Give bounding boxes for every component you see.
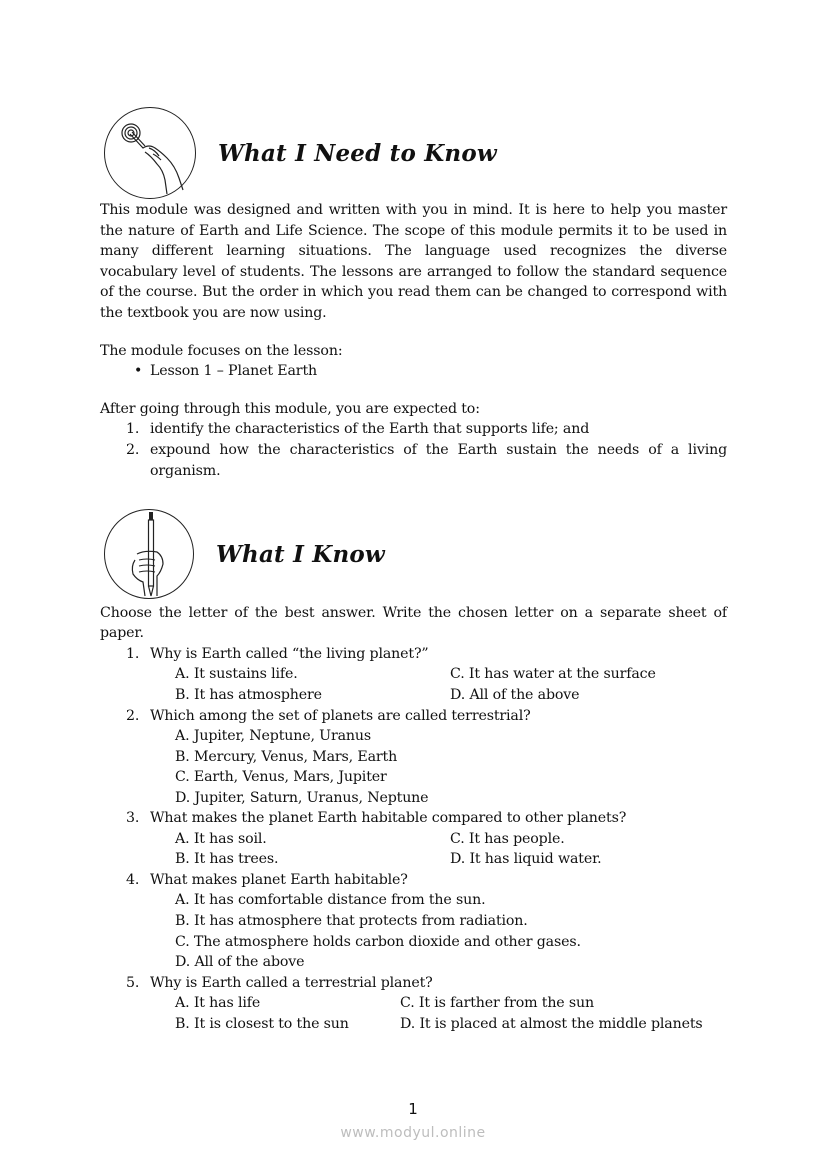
choice-b: B. Mercury, Venus, Mars, Earth (175, 749, 398, 765)
question-text: Why is Earth called a terrestrial planet? (150, 975, 433, 991)
choice-b: B. It is closest to the sun (175, 1016, 349, 1032)
question-number: 3. (126, 810, 140, 826)
section-heading: What I Know (216, 540, 385, 568)
choice-d: D. All of the above (175, 954, 305, 970)
choice-c: C. It has water at the surface (450, 666, 656, 682)
choice-c: C. It is farther from the sun (400, 995, 595, 1011)
choice-d: D. It has liquid water. (450, 851, 602, 867)
question-number: 5. (126, 975, 140, 991)
lesson-intro: The module focuses on the lesson: (100, 343, 343, 359)
bullet-icon: • (134, 363, 143, 379)
objective-text-continued: organism. (150, 463, 221, 479)
instructions: Choose the letter of the best answer. Write the chosen letter on a separate sheet of (100, 605, 727, 621)
choice-d: D. Jupiter, Saturn, Uranus, Neptune (175, 790, 429, 806)
objectives-intro: After going through this module, you are expected to: (100, 401, 480, 417)
question-number: 4. (126, 872, 140, 888)
question-number: 2. (126, 708, 140, 724)
choice-b: B. It has atmosphere that protects from radiation. (175, 913, 528, 929)
lesson-item: Lesson 1 – Planet Earth (150, 363, 317, 379)
objective-text: identify the characteristics of the Earth that supports life; and (150, 421, 590, 437)
choice-a: A. It has comfortable distance from the sun. (175, 892, 486, 908)
choice-d: D. It is placed at almost the middle planets (400, 1016, 703, 1032)
choice-a: A. It has soil. (175, 831, 267, 847)
question-text: What makes the planet Earth habitable compared to other planets? (150, 810, 627, 826)
intro-paragraph: This module was designed and written with you in mind. It is here to help you master the nature of Earth and Life Science. The scope of this module permits it to be used in many different learning situations. The language used recognizes the diverse vocabulary level of students. The lessons are arranged to follow the standard sequence of the course. But the order in which you read them can be changed to correspond with the textbook you are now using. (100, 202, 727, 321)
question-text: Why is Earth called “the living planet?” (150, 646, 429, 662)
choice-c: C. It has people. (450, 831, 565, 847)
choice-a: A. Jupiter, Neptune, Uranus (175, 728, 372, 744)
question-text: What makes planet Earth habitable? (150, 872, 408, 888)
instructions-continued: paper. (100, 625, 144, 641)
choice-a: A. It has life (175, 995, 261, 1011)
section-what-i-need-to-know-header (104, 107, 497, 199)
choice-b: B. It has trees. (175, 851, 279, 867)
watermark: www.modyul.online (340, 1125, 486, 1141)
page-number: 1 (408, 1100, 418, 1118)
objective-number: 1. (126, 421, 140, 437)
pointing-hand-icon (104, 107, 196, 199)
choice-c: C. Earth, Venus, Mars, Jupiter (175, 769, 387, 785)
question-text: Which among the set of planets are called terrestrial? (150, 708, 531, 724)
section-heading: What I Need to Know (218, 139, 497, 167)
hand-holding-pencil-icon (104, 509, 194, 599)
choice-d: D. All of the above (450, 687, 580, 703)
choice-b: B. It has atmosphere (175, 687, 322, 703)
choice-c: C. The atmosphere holds carbon dioxide and other gases. (175, 934, 581, 950)
question-number: 1. (126, 646, 140, 662)
choice-a: A. It sustains life. (175, 666, 298, 682)
objective-number: 2. (126, 442, 140, 458)
objective-text: expound how the characteristics of the Earth sustain the needs of a living (150, 442, 727, 458)
section-what-i-know-header (104, 509, 385, 599)
